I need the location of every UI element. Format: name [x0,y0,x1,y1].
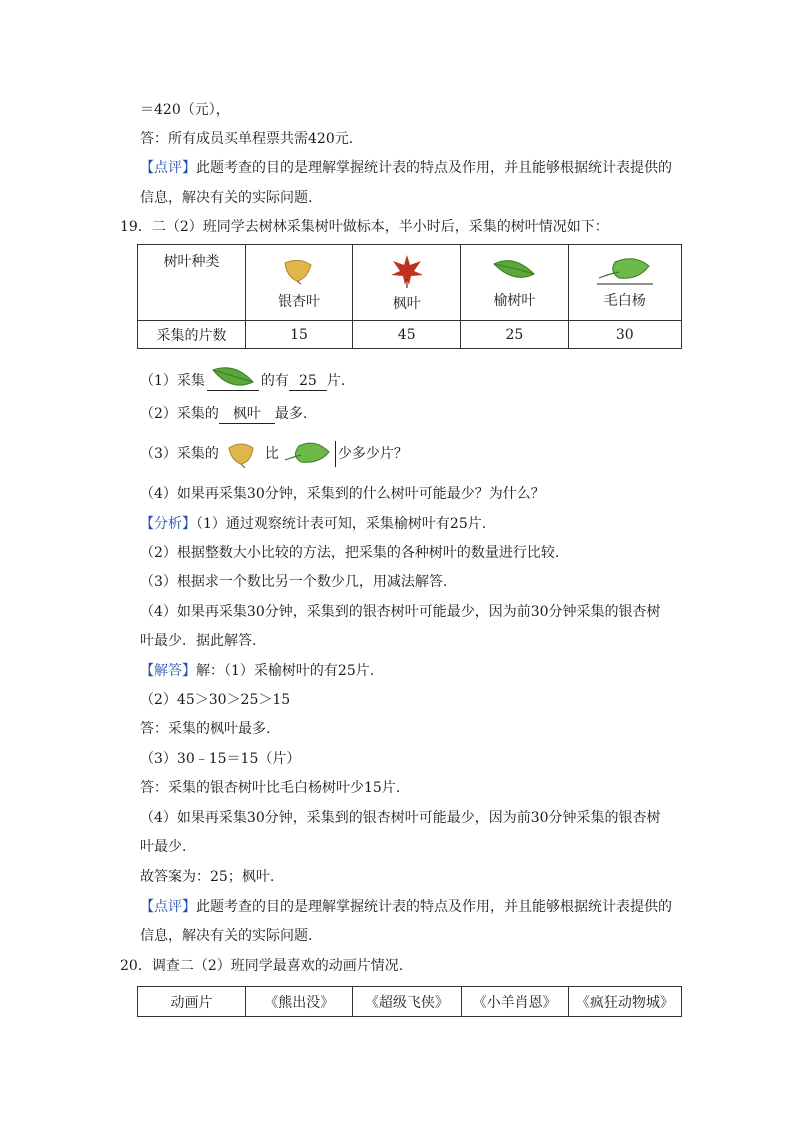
analysis-tag: 【分析】 [140,516,196,532]
solution-tag: 【解答】 [140,663,196,679]
review-paragraph [140,158,672,178]
table-cell-ginkgo [245,245,352,321]
maple-leaf-icon [389,253,425,289]
review-tag: 【点评】 [140,160,196,176]
count-cell: 25 [461,321,568,349]
elm-leaf-icon [490,256,538,284]
solution-line-3: 答：采集的枫叶最多. [140,721,271,737]
poplar-leaf-icon [285,440,333,468]
analysis-line-4: （4）如果再采集30分钟，采集到的银杏树叶可能最少，因为前30分钟采集的银杏树 [140,604,661,620]
sub-2-answer: 枫叶 [219,405,275,424]
cartoon-cell: 《熊出没》 [246,987,353,1017]
elm-leaf-inline [207,364,259,391]
analysis-text: （1）通过观察统计表可知，采集榆树叶有25片. [196,516,487,532]
leaf-name: 枫叶 [392,295,421,312]
ginkgo-leaf-icon [225,440,259,468]
analysis-line-2: （2）根据整数大小比较的方法，把采集的各种树叶的数量进行比较. [140,545,560,561]
table-cell-elm [461,245,568,321]
equation-line: ＝420（元）， [140,102,230,118]
question-19-header: 19．二（2）班同学去树林采集树叶做标本，半小时后，采集的树叶情况如下： [120,219,609,235]
table-cell-maple [353,245,461,321]
sub-2-suffix: 最多. [274,406,308,422]
solution-line-5: 答：采集的银杏树叶比毛白杨树叶少15片. [140,780,401,796]
solution-line-7: 叶最少. [140,839,187,855]
solution-line-1 [140,661,374,681]
leaf-count-table [137,244,682,349]
solution-line-4: （3）30﹣15＝15（片） [140,751,301,767]
sub-3-prefix: （3）采集的 [140,446,219,462]
sub-2-prefix: （2）采集的 [140,406,219,422]
count-cell: 15 [245,321,352,349]
solution-text: 解：（1）采榆树叶的有25片. [196,663,375,679]
review-text-cont-2: 信息，解决有关的实际问题. [140,928,313,944]
cartoon-cell: 《疯狂动物城》 [568,987,681,1017]
sub-3-suffix: 少多少片？ [337,446,408,462]
sub-question-3 [140,440,408,468]
sub-1-answer: 25 [289,372,327,391]
elm-leaf-icon [207,364,259,390]
answer-line: 答：所有成员买单程票共需420元. [140,131,354,147]
review-paragraph-2 [140,897,672,917]
sub-1-prefix: （1）采集 [140,373,205,389]
final-answer: 故答案为：25；枫叶. [140,869,275,885]
leaf-name: 榆树叶 [493,292,536,309]
question-20-header: 20．调查二（2）班同学最喜欢的动画片情况. [120,958,404,974]
table-head-label: 树叶种类 [138,245,246,321]
review-text-cont: 信息，解决有关的实际问题. [140,190,313,206]
analysis-line-5: 叶最少．据此解答. [140,633,257,649]
inline-divider [335,441,336,467]
leaf-name: 银杏叶 [278,293,321,310]
cartoon-table [137,986,682,1017]
sub-question-2 [140,404,307,424]
analysis-line-3: （3）根据求一个数比另一个数少几，用减法解答. [140,574,448,590]
sub-1-mid: 的有 [260,373,289,389]
cartoon-cell: 《小羊肖恩》 [461,987,568,1017]
table-head-label: 动画片 [138,987,246,1017]
sub-question-1 [140,364,345,391]
analysis-line-1 [140,514,486,534]
review-text: 此题考查的目的是理解掌握统计表的特点及作用，并且能够根据统计表提供的 [196,160,672,176]
leaf-name: 毛白杨 [603,292,646,309]
sub-question-4: （4）如果再采集30分钟，采集到的什么树叶可能最少？为什么？ [140,486,545,502]
poplar-leaf-icon [595,256,655,286]
solution-line-6: （4）如果再采集30分钟，采集到的银杏树叶可能最少，因为前30分钟采集的银杏树 [140,810,661,826]
ginkgo-leaf-icon [279,255,319,285]
count-cell: 30 [568,321,681,349]
count-cell: 45 [353,321,461,349]
review-text: 此题考查的目的是理解掌握统计表的特点及作用，并且能够根据统计表提供的 [196,899,672,915]
sub-1-suffix: 片. [326,373,346,389]
sub-3-mid: 比 [264,446,279,462]
cartoon-cell: 《超级飞侠》 [353,987,461,1017]
solution-line-2: （2）45＞30＞25＞15 [140,692,291,708]
table-cell-poplar [568,245,681,321]
row-label: 采集的片数 [138,321,246,349]
review-tag: 【点评】 [140,899,196,915]
